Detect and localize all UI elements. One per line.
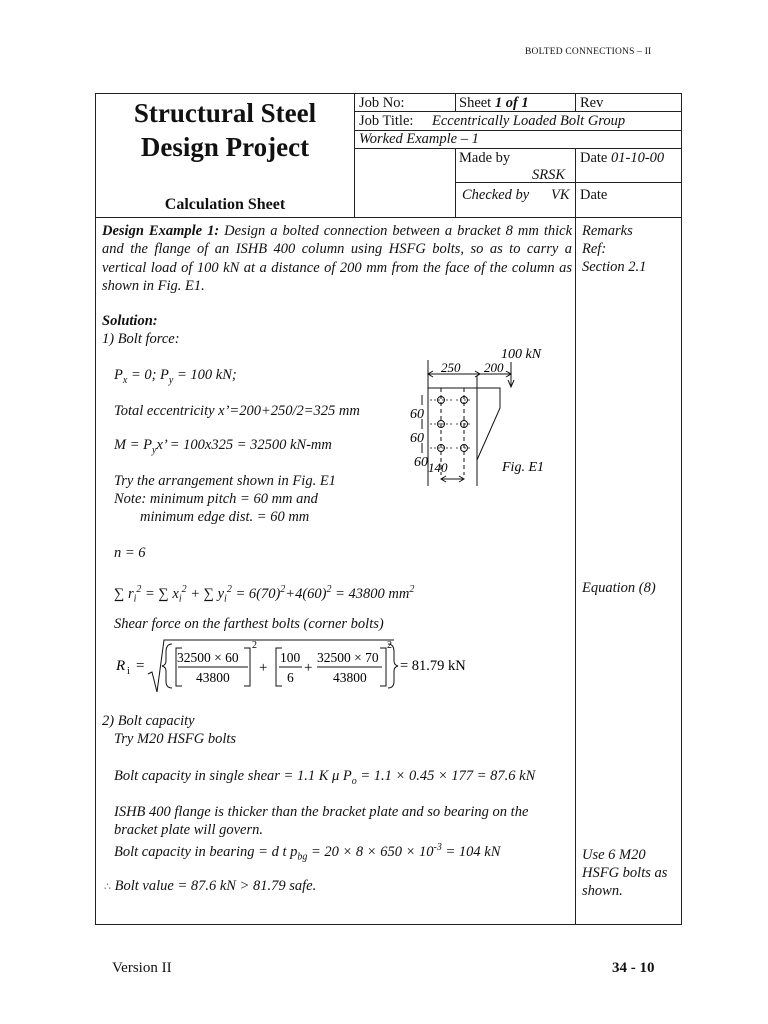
sum-r-a: = 6(70) (231, 585, 281, 602)
solution-heading: Solution: (102, 313, 158, 329)
num-1: 32500 × 60 (177, 650, 239, 665)
ri-subscript: i (127, 666, 130, 677)
calc-sheet-label: Calculation Sheet (164, 196, 286, 213)
problem-text: Design a bolted connection between a bracket 8 mm thick and the flange of an ISHB 400 column using HSFG bolts, so as to carry a vertical load of 100 kN at a distance of 200 mm from the face of the column as shown in Fig. E1. (102, 223, 573, 294)
fig-caption: Fig. E1 (502, 460, 544, 475)
therefore-icon: ∴ (104, 881, 111, 893)
job-title-value: Eccentrically Loaded Bolt Group (432, 113, 626, 129)
remarks-section: Section 2.1 (582, 259, 647, 275)
den-1: 43800 (196, 670, 230, 685)
project-title (96, 94, 354, 164)
remarks-equation: Equation (8) (582, 580, 656, 596)
single-shear-a: Bolt capacity in single shear = 1.1 K μ P (114, 768, 352, 784)
single-shear-b: = 1.1 × 0.45 × 177 = 87.6 kN (356, 768, 536, 784)
left-brace (162, 644, 172, 688)
title-line-2: Design Project (140, 132, 310, 162)
rev-label: Rev (580, 95, 604, 111)
px-p: P (114, 367, 123, 383)
bearing-line-2: bracket plate will govern. (114, 822, 263, 838)
bearing-3c: = 104 kN (441, 843, 501, 860)
note-pitch: Note: minimum pitch = 60 mm and (114, 491, 318, 507)
step-2-heading: 2) Bolt capacity (102, 713, 195, 729)
px-py-mid: = 0; P (127, 367, 169, 383)
row-line-4 (455, 182, 682, 183)
moment-line: $M = P_yx$’ = 100x325 = 32500 kN-mm (114, 437, 332, 456)
moment-b: x’ = 100x325 = 32500 kN-mm (156, 437, 332, 453)
dim-60a-label: 60 (410, 407, 424, 422)
date-cell (580, 149, 664, 167)
num-3: 32500 × 70 (317, 650, 379, 665)
title-line-1: Structural Steel (133, 98, 317, 128)
den-2: 6 (287, 670, 294, 685)
num-2: 100 (280, 650, 301, 665)
shear-force-line: Shear force on the farthest bolts (corner bolts) (114, 616, 384, 632)
dim-60c-label: 60 (414, 455, 428, 470)
step-1-heading: 1) Bolt force: (102, 331, 180, 347)
moment-a: M = P (114, 437, 152, 453)
checked-by-value: VK (551, 187, 570, 203)
dim-250-label: 250 (441, 360, 461, 375)
sheet-value: 1 of 1 (494, 95, 529, 111)
note-edge: minimum edge dist. = 60 mm (140, 509, 310, 525)
date-value: 01-10-00 (611, 150, 665, 166)
footer-page-number: 34 - 10 (612, 960, 655, 976)
problem-lead: Design Example 1: (102, 223, 220, 239)
dim-60b-label: 60 (410, 431, 424, 446)
running-header: BOLTED CONNECTIONS – II (525, 47, 652, 57)
plus-2: + (304, 660, 313, 676)
made-by-value: SRSK (532, 167, 566, 183)
bolt-value-line (104, 877, 316, 896)
col-line-rev (575, 93, 576, 112)
bolt-count: n = 6 (114, 545, 146, 561)
header-bottom-line (95, 217, 682, 218)
sheet-cell (459, 94, 529, 112)
remarks-use-2: HSFG bolts as (582, 865, 668, 881)
eccentricity-line: Total eccentricity x’=200+250/2=325 mm (114, 403, 360, 419)
col-line-sheet (455, 93, 456, 112)
bearing-line-3: Bolt capacity in bearing = d t $p_{bg} = 20 \times 8 \times 650 \times 10^{-3} = 104$ kN (114, 842, 501, 863)
sum-r-line: ∑ $r_i^2$ = ∑ $x_i^2$ + ∑ $y_i^2 = 6(70)^2+4(60)^2 = 43800$ $mm^2$ (114, 584, 415, 605)
remarks-heading: Remarks (582, 223, 633, 239)
px-py-line: $P_x = 0$; $P_y = 100$ kN; (114, 367, 237, 386)
sum-r-c: = 43800 mm (331, 585, 410, 602)
sq-1: 2 (252, 640, 257, 651)
ri-equals: = (136, 658, 145, 674)
single-shear-line: Bolt capacity in single shear = 1.1 K μ $P_o = 1.1 \times 0.45 \times 177 = 87.6$ kN (114, 768, 536, 787)
remarks-divider (575, 148, 576, 925)
dim-140-label: 140 (428, 460, 448, 475)
bolt-value: Bolt value = 87.6 kN > 81.79 safe. (114, 878, 317, 894)
dim-200-label: 200 (484, 360, 504, 375)
sheet-label: Sheet (459, 95, 495, 111)
den-3: 43800 (333, 670, 367, 685)
ri-result: = 81.79 kN (400, 658, 466, 674)
job-title-label: Job Title: (359, 113, 414, 129)
figure-e1 (404, 340, 564, 490)
problem-statement (102, 222, 572, 295)
remarks-use-1: Use 6 M20 (582, 847, 646, 863)
bearing-3a: Bolt capacity in bearing = d t p (114, 843, 298, 860)
job-no-label: Job No: (359, 95, 405, 111)
load-label: 100 kN (501, 347, 542, 362)
ri-symbol: R (116, 658, 126, 674)
worked-example: Worked Example – 1 (359, 131, 479, 147)
py-value: = 100 kN; (173, 367, 237, 383)
try-arrangement: Try the arrangement shown in Fig. E1 (114, 473, 336, 489)
bolt-centerlines (430, 400, 472, 448)
checked-by-label: Checked by (462, 187, 530, 203)
sq-2: 2 (387, 640, 392, 651)
remarks-use-3: shown. (582, 883, 623, 899)
bearing-3b: = 20 × 8 × 650 × 10 (307, 843, 434, 860)
date2-label: Date (580, 187, 608, 203)
remarks-ref: Ref: (582, 241, 607, 257)
plus-1: + (259, 660, 268, 676)
bearing-line-1: ISHB 400 flange is thicker than the bracket plate and so bearing on the (114, 804, 529, 820)
made-by-label: Made by (459, 150, 511, 166)
try-bolt: Try M20 HSFG bolts (114, 731, 237, 747)
sum-r-b: +4(60) (285, 585, 327, 602)
footer-version: Version II (112, 960, 172, 976)
date-label: Date (580, 150, 611, 166)
ri-formula (114, 634, 474, 696)
